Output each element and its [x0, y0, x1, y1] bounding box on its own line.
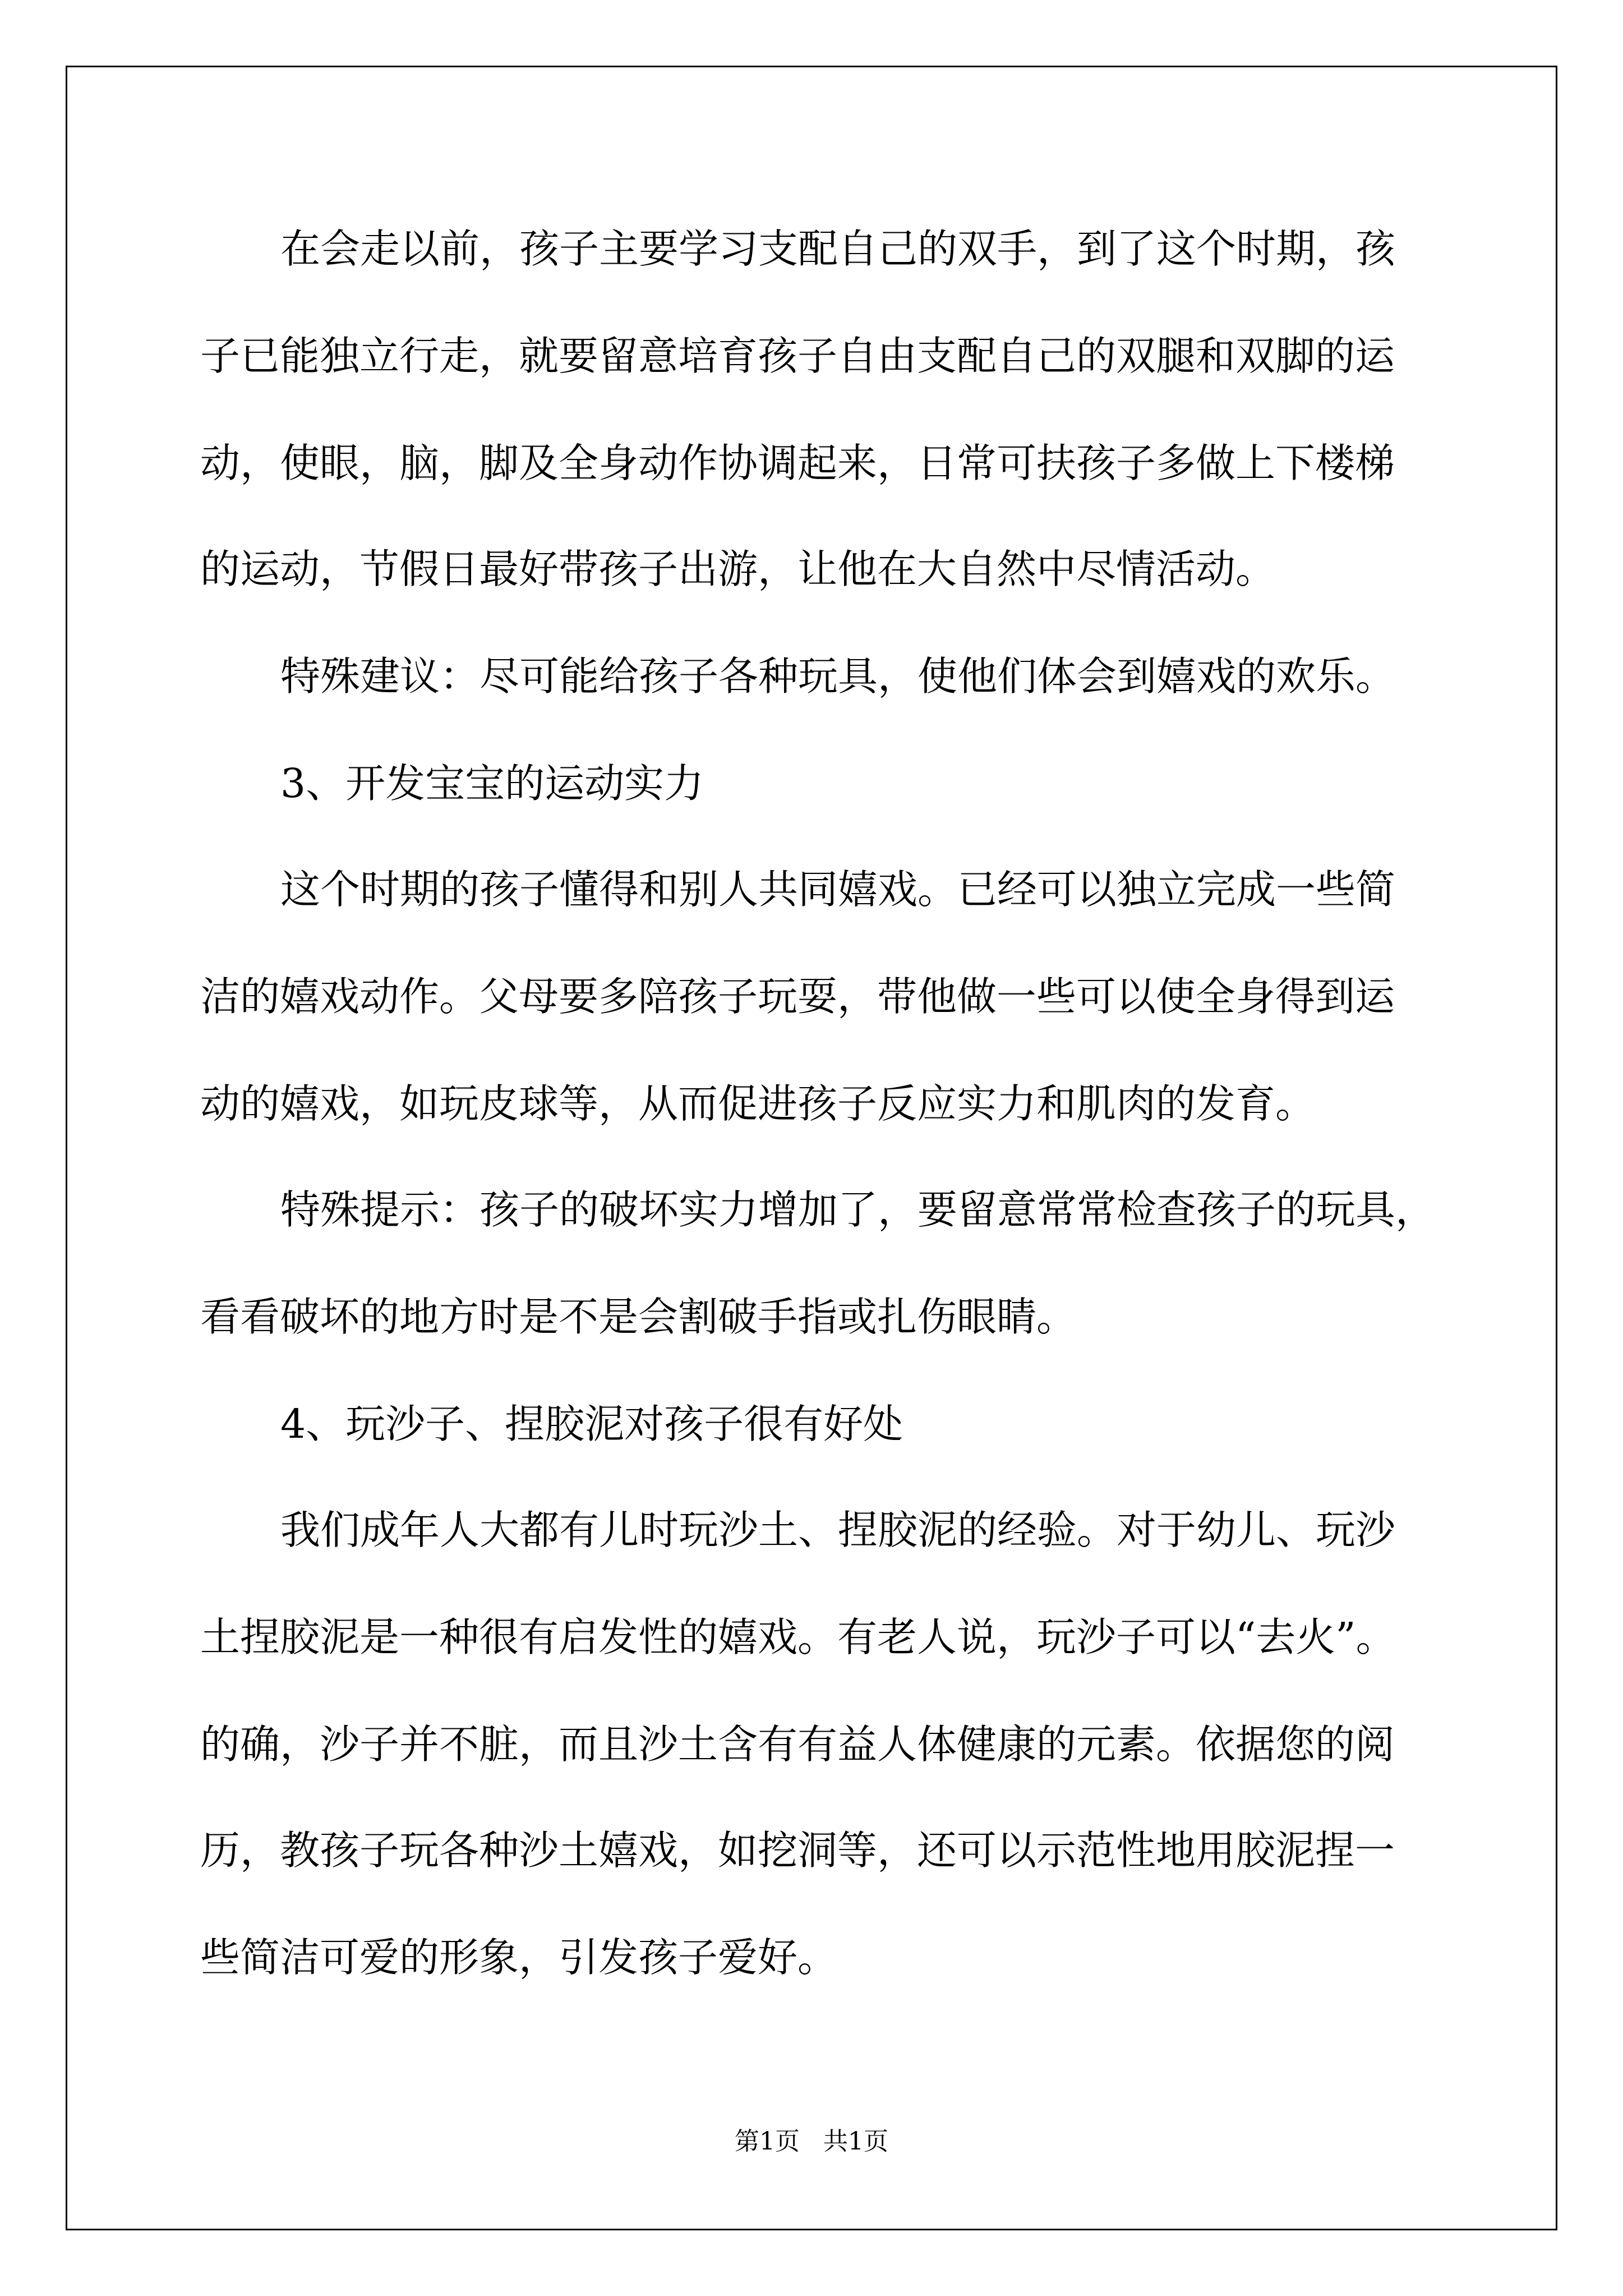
section-heading: 3、开发宝宝的运动实力 [280, 760, 704, 807]
paragraph-line: 动的嬉戏，如玩皮球等，从而促进孩子反应实力和肌肉的发育。 [200, 1080, 1316, 1127]
paragraph-line: 洁的嬉戏动作。父母要多陪孩子玩耍，带他做一些可以使全身得到运 [200, 973, 1395, 1020]
paragraph-line: 我们成年人大都有儿时玩沙土、捏胶泥的经验。对于幼儿、玩沙 [280, 1507, 1396, 1553]
paragraph-line: 在会走以前，孩子主要学习支配自己的双手，到了这个时期，孩 [280, 226, 1396, 272]
paragraph-line: 动，使眼，脑，脚及全身动作协调起来，日常可扶孩子多做上下楼梯 [200, 440, 1395, 486]
paragraph-line: 特殊建议：尽可能给孩子各种玩具，使他们体会到嬉戏的欢乐。 [280, 653, 1396, 700]
paragraph-line: 些简洁可爱的形象，引发孩子爱好。 [200, 1934, 838, 1981]
page-footer: 第1页 共1页 [735, 2127, 888, 2156]
paragraph-line: 土捏胶泥是一种很有启发性的嬉戏。有老人说，玩沙子可以“去火”。 [200, 1614, 1396, 1660]
paragraph-line: 的确，沙子并不脏，而且沙土含有有益人体健康的元素。依据您的阅 [200, 1721, 1395, 1768]
paragraph-line: 这个时期的孩子懂得和别人共同嬉戏。已经可以独立完成一些简 [280, 866, 1396, 913]
page-border [66, 66, 1557, 2230]
paragraph-line: 子已能独立行走，就要留意培育孩子自由支配自己的双腿和双脚的运 [200, 333, 1395, 379]
paragraph-line: 特殊提示：孩子的破坏实力增加了，要留意常常检查孩子的玩具， [280, 1186, 1436, 1233]
paragraph-line: 历，教孩子玩各种沙土嬉戏，如挖洞等，还可以示范性地用胶泥捏一 [200, 1827, 1395, 1874]
paragraph-line: 的运动，节假日最好带孩子出游，让他在大自然中尽情活动。 [200, 546, 1276, 592]
section-heading: 4、玩沙子、捏胶泥对孩子很有好处 [280, 1401, 903, 1447]
paragraph-line: 看看破坏的地方时是不是会割破手指或扎伤眼睛。 [200, 1294, 1077, 1340]
